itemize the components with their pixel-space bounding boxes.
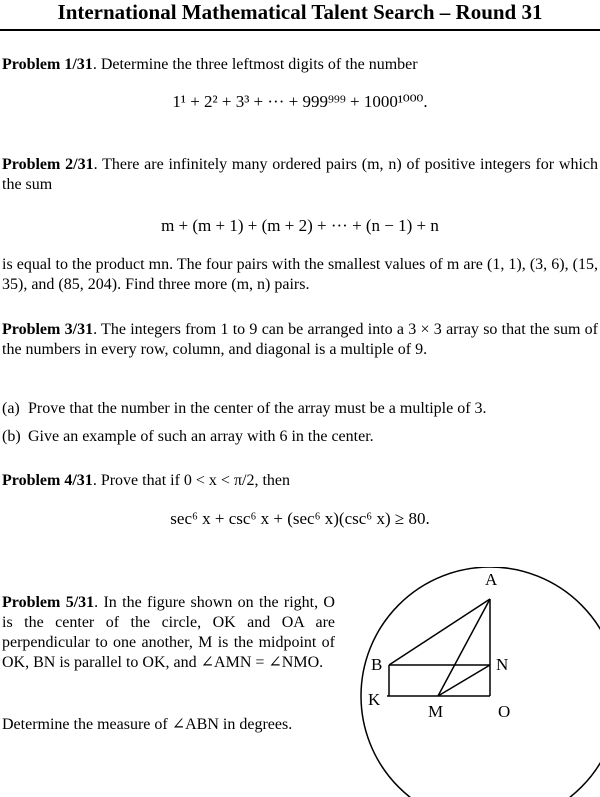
geometry-figure — [340, 567, 600, 797]
problem-2 — [2, 155, 598, 195]
problem-3-label: Problem 3/31 — [2, 321, 94, 338]
segment-AM — [438, 599, 490, 696]
label-N: N — [496, 655, 509, 674]
segment-AB — [389, 599, 490, 665]
problem-2-formula: m + (m + 1) + (m + 2) + ··· + (n − 1) + n — [161, 216, 439, 235]
problem-3-part-a — [2, 399, 598, 419]
problem-1 — [2, 55, 598, 75]
problem-3-text: . The integers from 1 to 9 can be arranged into a 3 × 3 array so that the sum of the numbers in every row, column, and diagonal is a multiple of 9. — [2, 321, 599, 358]
problem-5-text2: Determine the measure of ∠ABN in degrees. — [2, 716, 293, 733]
problem-1-label: Problem 1/31 — [2, 56, 93, 73]
label-B: B — [371, 655, 383, 674]
part-a-text: Prove that the number in the center of the array must be a multiple of 3. — [28, 400, 487, 417]
label-A: A — [485, 570, 498, 589]
title-rule — [0, 29, 600, 31]
part-b-tag: (b) — [2, 428, 21, 445]
problem-4-text: . Prove that if 0 < x < π/2, then — [92, 472, 291, 489]
part-a-tag: (a) — [2, 400, 20, 417]
part-b-text: Give an example of such an array with 6 in the center. — [28, 428, 374, 445]
label-M: M — [428, 702, 444, 721]
problem-1-text: . Determine the three leftmost digits of the number — [92, 56, 418, 73]
problem-3-part-b — [2, 427, 598, 447]
problem-2-text: . There are infinitely many ordered pairs (m, n) of positive integers for which the sum — [2, 156, 598, 193]
page-title: International Mathematical Talent Search – Round 31 — [57, 0, 543, 24]
label-O: O — [498, 702, 511, 721]
problem-5-label: Problem 5/31 — [2, 594, 95, 611]
problem-5-text: . In the figure shown on the right, O is the center of the circle, OK and OA are perpendicular to one another, M is the midpoint of OK, BN is parallel to OK, and ∠AMN = ∠NMO. — [2, 594, 335, 671]
problem-4-formula: sec⁶ x + csc⁶ x + (sec⁶ x)(csc⁶ x) ≥ 80. — [170, 509, 430, 528]
problem-4 — [2, 471, 598, 491]
problem-2-text2: is equal to the product mn. The four pairs with the smallest values of m are (1, 1), (3, 6), (15, 35), and (85, 204). Find three more (m, n) pairs. — [2, 256, 598, 293]
problem-5 — [2, 593, 335, 673]
problem-3 — [2, 320, 598, 360]
problem-4-label: Problem 4/31 — [2, 472, 93, 489]
problem-1-formula: 1¹ + 2² + 3³ + ··· + 999⁹⁹⁹ + 1000¹⁰⁰⁰. — [172, 92, 428, 111]
circle — [361, 567, 600, 797]
problem-2-label: Problem 2/31 — [2, 156, 94, 173]
label-K: K — [368, 690, 381, 709]
